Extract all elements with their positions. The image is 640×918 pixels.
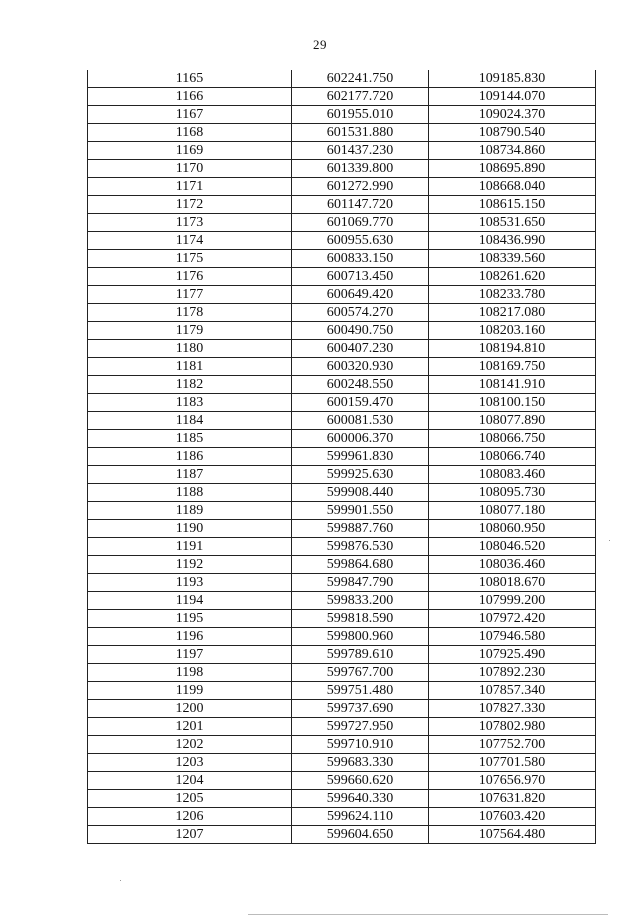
point-number-cell: 1203: [88, 754, 292, 772]
point-number-cell: 1184: [88, 412, 292, 430]
page-number: 29: [313, 37, 327, 52]
y-coordinate-cell: 107603.420: [429, 808, 596, 826]
y-coordinate-cell: 107631.820: [429, 790, 596, 808]
x-coordinate-cell: 599660.620: [292, 772, 429, 790]
table-row: [88, 808, 596, 826]
table-row: [88, 610, 596, 628]
table-row: [88, 628, 596, 646]
point-number-cell: 1189: [88, 502, 292, 520]
point-number-cell: 1201: [88, 718, 292, 736]
point-number-cell: 1197: [88, 646, 292, 664]
table-row: [88, 790, 596, 808]
table-row: [88, 124, 596, 142]
point-number-cell: 1178: [88, 304, 292, 322]
scan-speck: [120, 880, 121, 881]
y-coordinate-cell: 108077.180: [429, 502, 596, 520]
x-coordinate-cell: 601069.770: [292, 214, 429, 232]
y-coordinate-cell: 108066.740: [429, 448, 596, 466]
table-row: [88, 430, 596, 448]
coordinate-table: [87, 70, 596, 844]
table-row: [88, 412, 596, 430]
x-coordinate-cell: 599847.790: [292, 574, 429, 592]
point-number-cell: 1196: [88, 628, 292, 646]
y-coordinate-cell: 108060.950: [429, 520, 596, 538]
x-coordinate-cell: 599818.590: [292, 610, 429, 628]
y-coordinate-cell: 108036.460: [429, 556, 596, 574]
x-coordinate-cell: 599710.910: [292, 736, 429, 754]
point-number-cell: 1190: [88, 520, 292, 538]
point-number-cell: 1185: [88, 430, 292, 448]
y-coordinate-cell: 108100.150: [429, 394, 596, 412]
y-coordinate-cell: 108203.160: [429, 322, 596, 340]
point-number-cell: 1171: [88, 178, 292, 196]
point-number-cell: 1181: [88, 358, 292, 376]
point-number-cell: 1193: [88, 574, 292, 592]
y-coordinate-cell: 108695.890: [429, 160, 596, 178]
table-row: [88, 88, 596, 106]
table-row: [88, 322, 596, 340]
y-coordinate-cell: 107999.200: [429, 592, 596, 610]
y-coordinate-cell: 107925.490: [429, 646, 596, 664]
x-coordinate-cell: 599640.330: [292, 790, 429, 808]
point-number-cell: 1186: [88, 448, 292, 466]
table-row: [88, 484, 596, 502]
y-coordinate-cell: 108141.910: [429, 376, 596, 394]
table-row: [88, 106, 596, 124]
table-row: [88, 556, 596, 574]
table-row: [88, 142, 596, 160]
y-coordinate-cell: 109185.830: [429, 70, 596, 88]
y-coordinate-cell: 107946.580: [429, 628, 596, 646]
table-row: [88, 394, 596, 412]
x-coordinate-cell: 599908.440: [292, 484, 429, 502]
x-coordinate-cell: 599683.330: [292, 754, 429, 772]
point-number-cell: 1179: [88, 322, 292, 340]
point-number-cell: 1172: [88, 196, 292, 214]
x-coordinate-cell: 600649.420: [292, 286, 429, 304]
table-row: [88, 700, 596, 718]
y-coordinate-cell: 108339.560: [429, 250, 596, 268]
y-coordinate-cell: 108077.890: [429, 412, 596, 430]
point-number-cell: 1192: [88, 556, 292, 574]
x-coordinate-cell: 601437.230: [292, 142, 429, 160]
table-row: [88, 268, 596, 286]
point-number-cell: 1207: [88, 826, 292, 844]
x-coordinate-cell: 600248.550: [292, 376, 429, 394]
y-coordinate-cell: 108233.780: [429, 286, 596, 304]
table-row: [88, 646, 596, 664]
table-row: [88, 502, 596, 520]
x-coordinate-cell: 600081.530: [292, 412, 429, 430]
x-coordinate-cell: 599925.630: [292, 466, 429, 484]
table-row: [88, 232, 596, 250]
x-coordinate-cell: 599767.700: [292, 664, 429, 682]
y-coordinate-cell: 107892.230: [429, 664, 596, 682]
y-coordinate-cell: 107564.480: [429, 826, 596, 844]
x-coordinate-cell: 599727.950: [292, 718, 429, 736]
x-coordinate-cell: 599864.680: [292, 556, 429, 574]
scan-speck: [609, 540, 610, 541]
y-coordinate-cell: 108436.990: [429, 232, 596, 250]
x-coordinate-cell: 599887.760: [292, 520, 429, 538]
x-coordinate-cell: 599901.550: [292, 502, 429, 520]
x-coordinate-cell: 599833.200: [292, 592, 429, 610]
table-row: [88, 250, 596, 268]
table-row: [88, 718, 596, 736]
table-row: [88, 538, 596, 556]
y-coordinate-cell: 108169.750: [429, 358, 596, 376]
x-coordinate-cell: 602177.720: [292, 88, 429, 106]
point-number-cell: 1187: [88, 466, 292, 484]
y-coordinate-cell: 108095.730: [429, 484, 596, 502]
table-row: [88, 520, 596, 538]
x-coordinate-cell: 599624.110: [292, 808, 429, 826]
table-row: [88, 772, 596, 790]
point-number-cell: 1175: [88, 250, 292, 268]
y-coordinate-cell: 107802.980: [429, 718, 596, 736]
point-number-cell: 1206: [88, 808, 292, 826]
x-coordinate-cell: 600574.270: [292, 304, 429, 322]
table-row: [88, 358, 596, 376]
y-coordinate-cell: 107656.970: [429, 772, 596, 790]
y-coordinate-cell: 107701.580: [429, 754, 596, 772]
x-coordinate-cell: 599789.610: [292, 646, 429, 664]
y-coordinate-cell: 107857.340: [429, 682, 596, 700]
table-row: [88, 664, 596, 682]
table-row: [88, 682, 596, 700]
y-coordinate-cell: 107752.700: [429, 736, 596, 754]
y-coordinate-cell: 108083.460: [429, 466, 596, 484]
table-row: [88, 754, 596, 772]
point-number-cell: 1166: [88, 88, 292, 106]
coordinate-table-body: [88, 70, 596, 844]
point-number-cell: 1182: [88, 376, 292, 394]
x-coordinate-cell: 600713.450: [292, 268, 429, 286]
table-row: [88, 592, 596, 610]
point-number-cell: 1188: [88, 484, 292, 502]
point-number-cell: 1198: [88, 664, 292, 682]
y-coordinate-cell: 108615.150: [429, 196, 596, 214]
point-number-cell: 1191: [88, 538, 292, 556]
point-number-cell: 1169: [88, 142, 292, 160]
x-coordinate-cell: 600955.630: [292, 232, 429, 250]
point-number-cell: 1183: [88, 394, 292, 412]
table-row: [88, 826, 596, 844]
point-number-cell: 1170: [88, 160, 292, 178]
x-coordinate-cell: 599876.530: [292, 538, 429, 556]
x-coordinate-cell: 599737.690: [292, 700, 429, 718]
table-row: [88, 340, 596, 358]
point-number-cell: 1167: [88, 106, 292, 124]
table-row: [88, 574, 596, 592]
x-coordinate-cell: 602241.750: [292, 70, 429, 88]
point-number-cell: 1177: [88, 286, 292, 304]
x-coordinate-cell: 600490.750: [292, 322, 429, 340]
x-coordinate-cell: 600006.370: [292, 430, 429, 448]
point-number-cell: 1180: [88, 340, 292, 358]
point-number-cell: 1205: [88, 790, 292, 808]
point-number-cell: 1165: [88, 70, 292, 88]
point-number-cell: 1195: [88, 610, 292, 628]
x-coordinate-cell: 600407.230: [292, 340, 429, 358]
y-coordinate-cell: 108261.620: [429, 268, 596, 286]
x-coordinate-cell: 601147.720: [292, 196, 429, 214]
x-coordinate-cell: 600833.150: [292, 250, 429, 268]
x-coordinate-cell: 601339.800: [292, 160, 429, 178]
x-coordinate-cell: 601955.010: [292, 106, 429, 124]
point-number-cell: 1202: [88, 736, 292, 754]
y-coordinate-cell: 107972.420: [429, 610, 596, 628]
point-number-cell: 1200: [88, 700, 292, 718]
point-number-cell: 1174: [88, 232, 292, 250]
x-coordinate-cell: 601531.880: [292, 124, 429, 142]
table-row: [88, 160, 596, 178]
point-number-cell: 1204: [88, 772, 292, 790]
table-row: [88, 70, 596, 88]
bottom-edge-line: [248, 914, 608, 915]
y-coordinate-cell: 108217.080: [429, 304, 596, 322]
x-coordinate-cell: 599800.960: [292, 628, 429, 646]
table-row: [88, 376, 596, 394]
point-number-cell: 1176: [88, 268, 292, 286]
y-coordinate-cell: 108790.540: [429, 124, 596, 142]
x-coordinate-cell: 599751.480: [292, 682, 429, 700]
y-coordinate-cell: 108668.040: [429, 178, 596, 196]
y-coordinate-cell: 108194.810: [429, 340, 596, 358]
point-number-cell: 1168: [88, 124, 292, 142]
table-row: [88, 286, 596, 304]
x-coordinate-cell: 601272.990: [292, 178, 429, 196]
y-coordinate-cell: 108734.860: [429, 142, 596, 160]
table-row: [88, 448, 596, 466]
table-row: [88, 466, 596, 484]
x-coordinate-cell: 600320.930: [292, 358, 429, 376]
y-coordinate-cell: 108531.650: [429, 214, 596, 232]
y-coordinate-cell: 108018.670: [429, 574, 596, 592]
table-row: [88, 214, 596, 232]
table-row: [88, 304, 596, 322]
table-row: [88, 196, 596, 214]
x-coordinate-cell: 600159.470: [292, 394, 429, 412]
y-coordinate-cell: 109024.370: [429, 106, 596, 124]
x-coordinate-cell: 599961.830: [292, 448, 429, 466]
y-coordinate-cell: 108046.520: [429, 538, 596, 556]
point-number-cell: 1194: [88, 592, 292, 610]
table-row: [88, 178, 596, 196]
y-coordinate-cell: 107827.330: [429, 700, 596, 718]
y-coordinate-cell: 108066.750: [429, 430, 596, 448]
table-row: [88, 736, 596, 754]
x-coordinate-cell: 599604.650: [292, 826, 429, 844]
point-number-cell: 1199: [88, 682, 292, 700]
y-coordinate-cell: 109144.070: [429, 88, 596, 106]
point-number-cell: 1173: [88, 214, 292, 232]
